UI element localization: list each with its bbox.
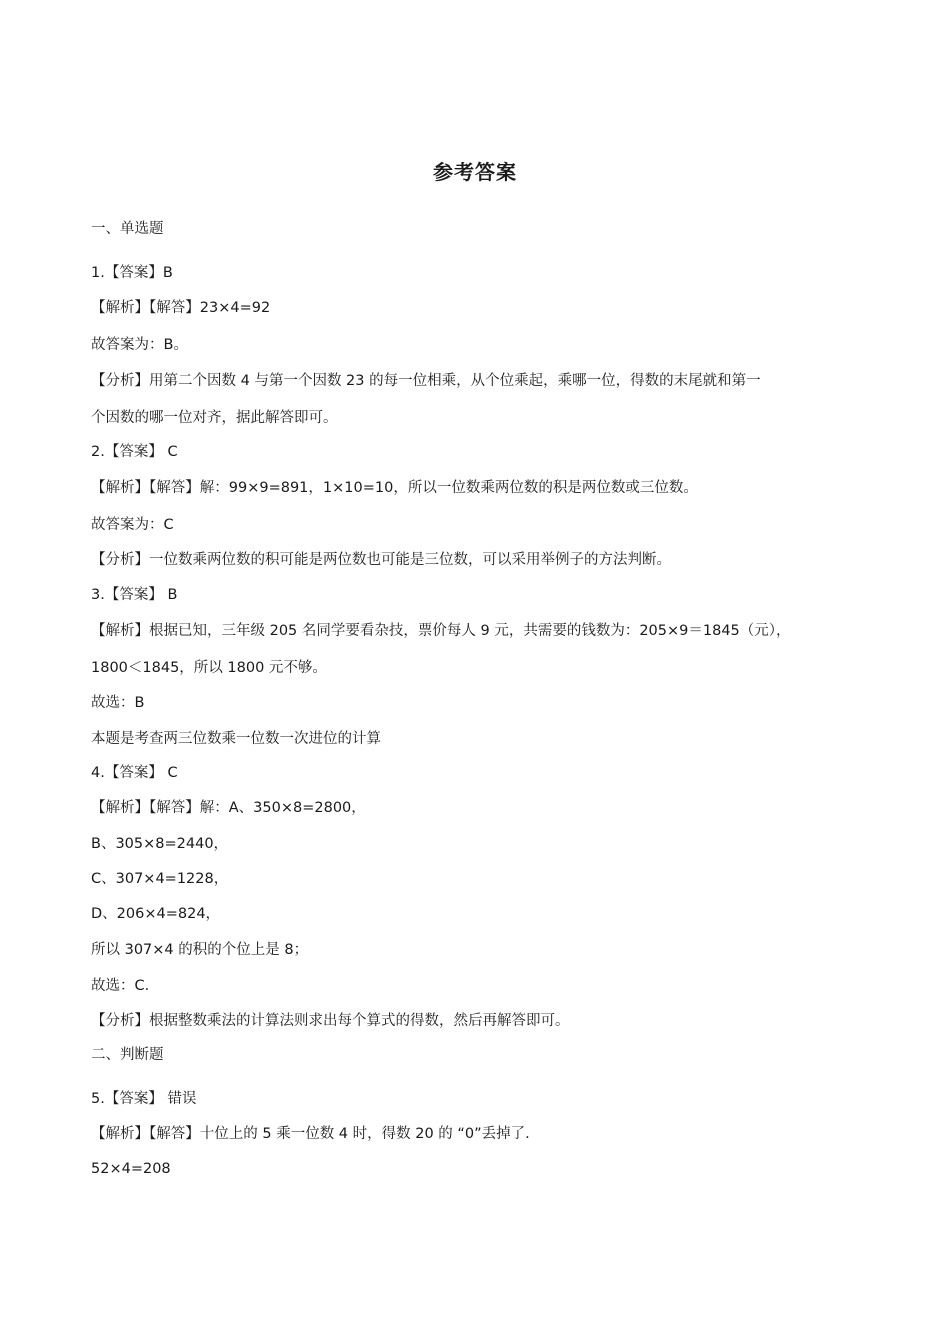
calculation-line: B、305×8=2440， [91, 836, 229, 852]
conclusion-line: 故答案为：B。 [91, 337, 188, 353]
analysis-line: 【解析】根据已知，三年级 205 名同学要看杂技，票价每人 9 元，共需要的钱数为：205×9＝1845（元）， [91, 623, 791, 639]
note-line: 本题是考查两三位数乘一位数一次进位的计算 [91, 731, 381, 747]
analysis-line: 【解析】【解答】解：99×9=891，1×10=10，所以一位数乘两位数的积是两位数或三位数。 [91, 480, 698, 496]
analysis-line: 【解析】【解答】23×4=92 [91, 300, 271, 316]
answer-line: 2.【答案】 C [91, 444, 178, 460]
answer-line: 4.【答案】 C [91, 765, 178, 781]
section-heading-single-choice: 一、单选题 [91, 221, 164, 237]
calculation-line: 所以 307×4 的积的个位上是 8； [91, 942, 309, 958]
calculation-line: 52×4=208 [91, 1161, 171, 1177]
conclusion-line: 故选：C． [91, 978, 160, 994]
conclusion-line: 故选：B [91, 695, 145, 711]
analysis-line: 【解析】【解答】解：A、350×8=2800， [91, 800, 366, 816]
answer-line: 5.【答案】 错误 [91, 1091, 197, 1107]
page-title: 参考答案 [433, 160, 517, 184]
analysis-line: 【分析】用第二个因数 4 与第一个因数 23 的每一位相乘，从个位乘起，乘哪一位，得数的末尾就和第一 [91, 373, 761, 389]
analysis-line: 【分析】根据整数乘法的计算法则求出每个算式的得数，然后再解答即可。 [91, 1013, 570, 1029]
analysis-line: 个因数的哪一位对齐，据此解答即可。 [91, 410, 338, 426]
answer-line: 3.【答案】 B [91, 587, 178, 603]
analysis-line: 【分析】一位数乘两位数的积可能是两位数也可能是三位数，可以采用举例子的方法判断。 [91, 552, 671, 568]
answer-line: 1.【答案】B [91, 265, 173, 281]
calculation-line: D、206×4=824， [91, 906, 221, 922]
analysis-line: 【解析】【解答】十位上的 5 乘一位数 4 时，得数 20 的 “0”丢掉了. [91, 1126, 530, 1142]
analysis-line: 1800＜1845，所以 1800 元不够。 [91, 660, 327, 676]
calculation-line: C、307×4=1228， [91, 871, 229, 887]
section-heading-judgment: 二、判断题 [91, 1047, 164, 1063]
conclusion-line: 故答案为：C [91, 517, 174, 533]
